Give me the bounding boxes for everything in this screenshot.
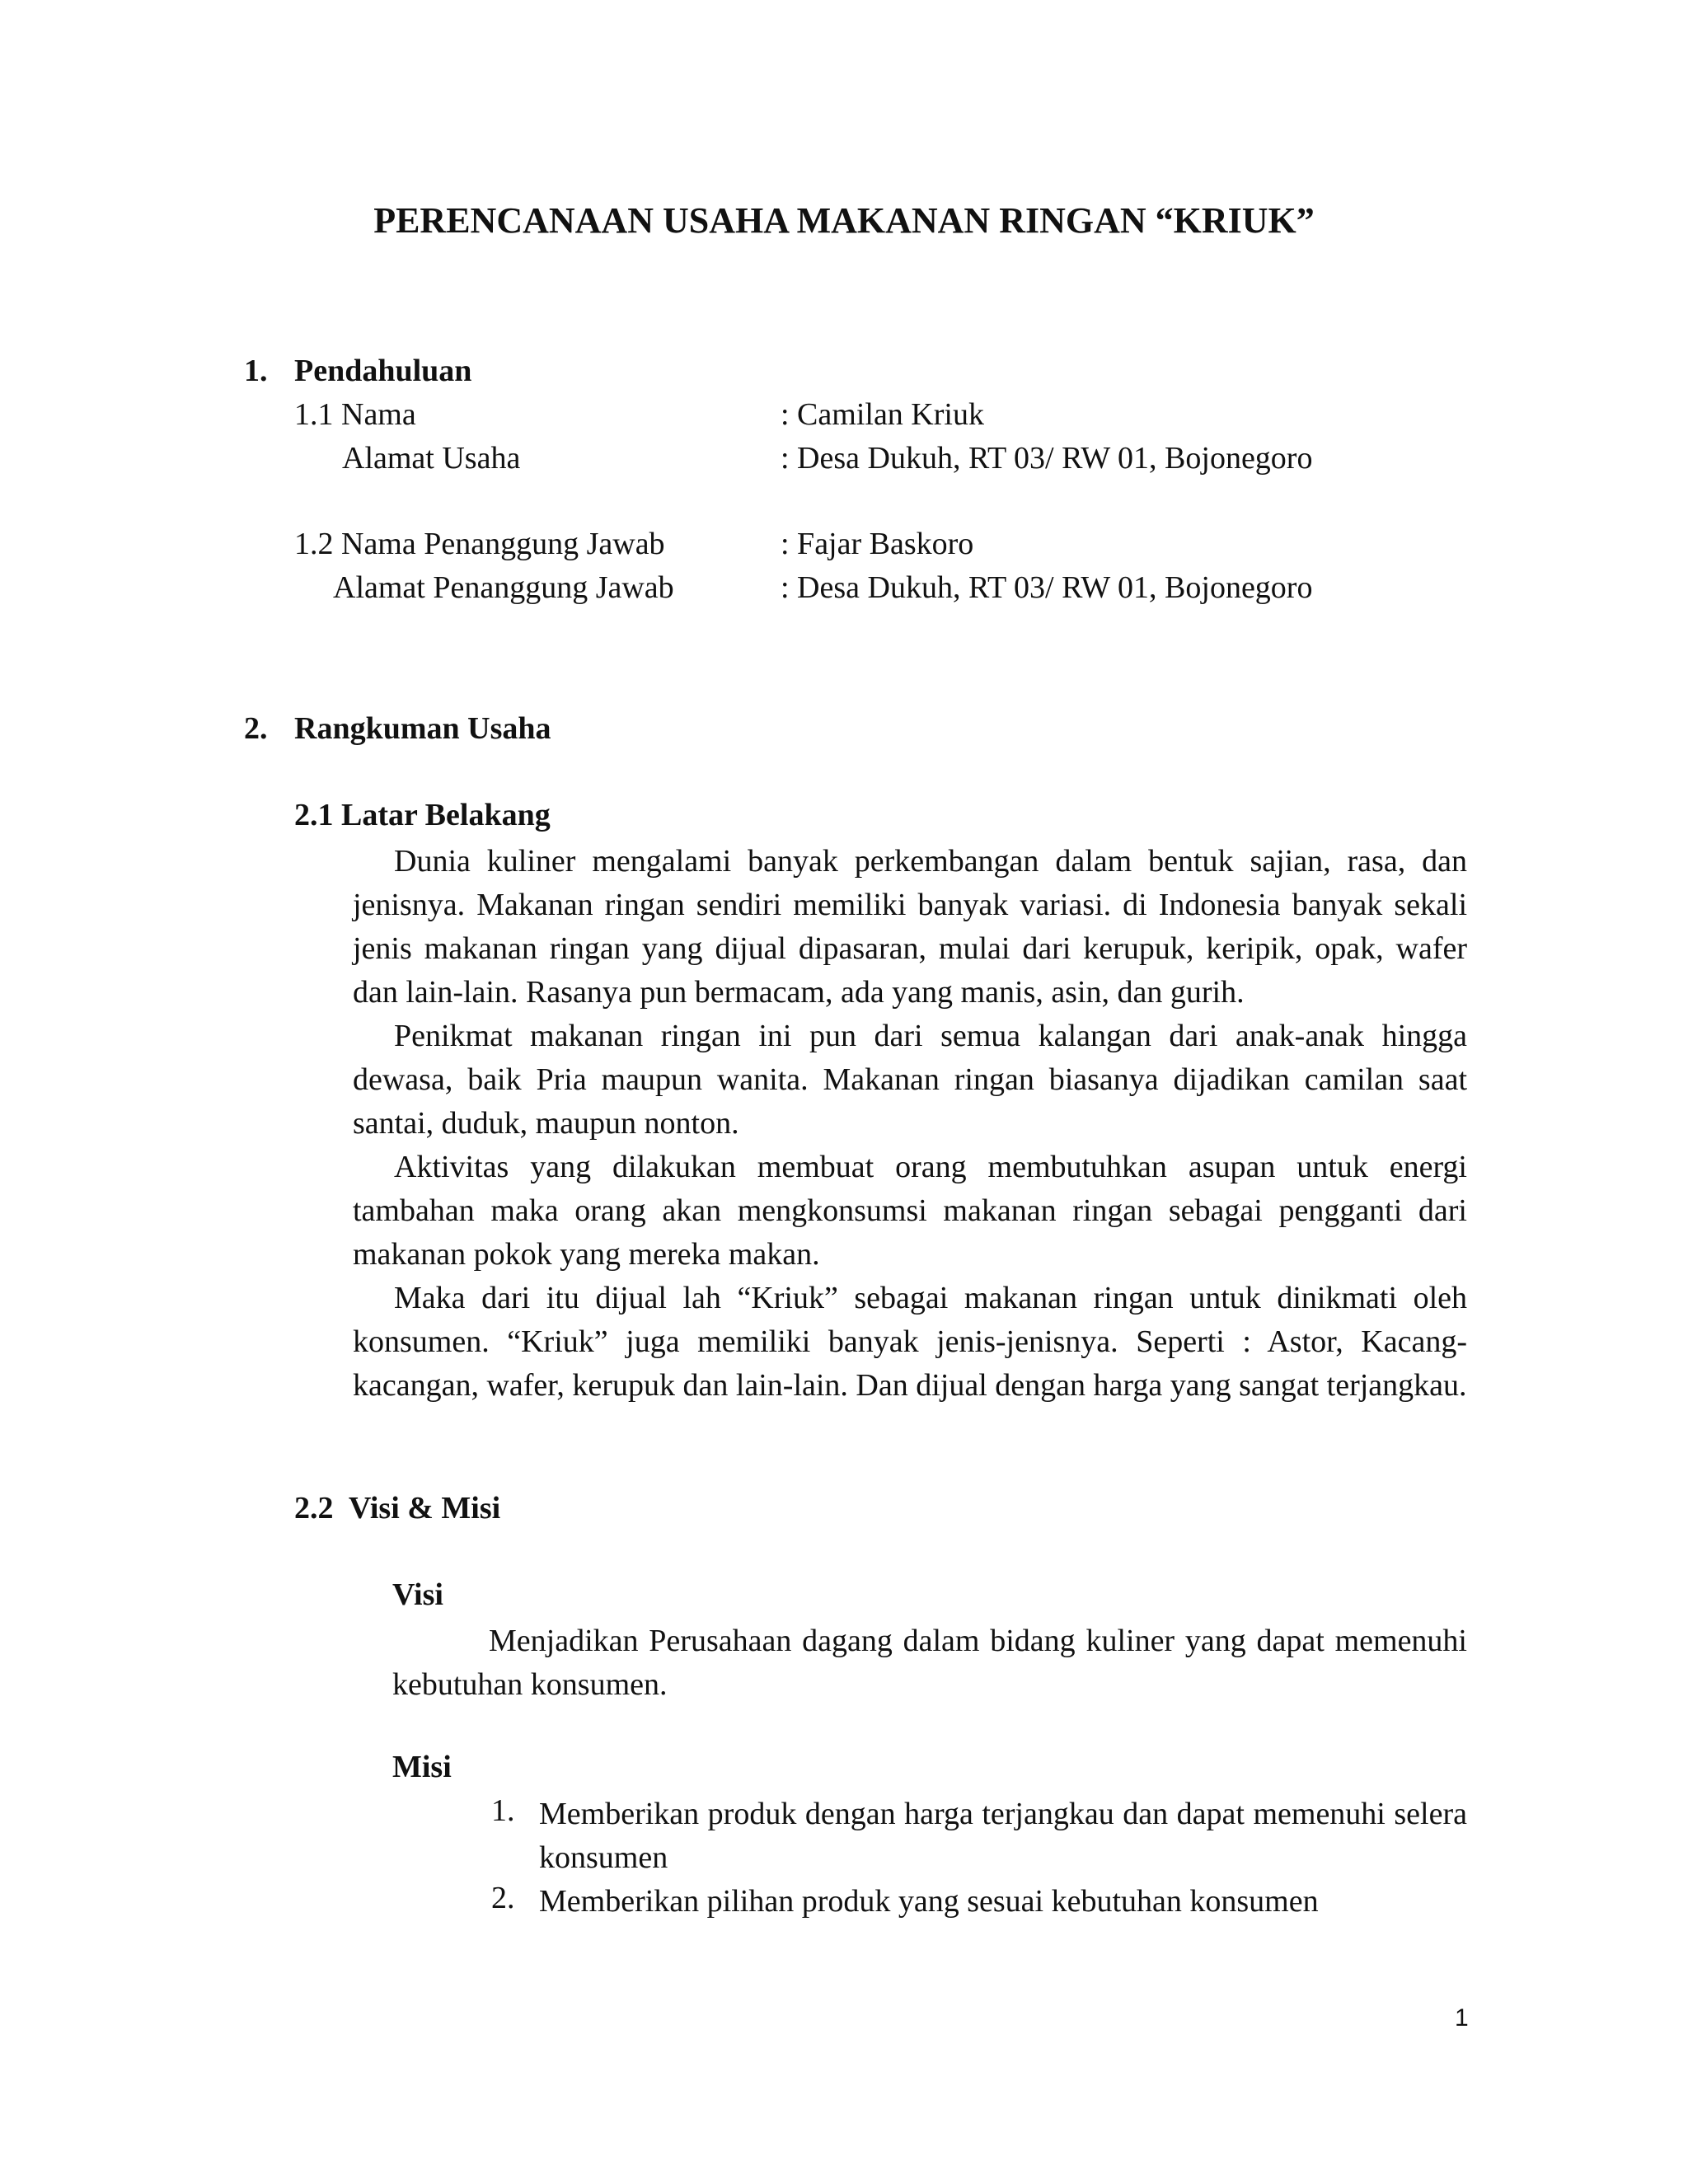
field-value-alamat-usaha: : Desa Dukuh, RT 03/ RW 01, Bojonegoro [781,441,1313,476]
section-1-number: 1. [244,354,268,388]
subsection-2-1-heading: 2.1 Latar Belakang [294,798,551,832]
field-value-alamat-penanggung-jawab: : Desa Dukuh, RT 03/ RW 01, Bojonegoro [781,570,1313,605]
field-label-penanggung-jawab: 1.2 Nama Penanggung Jawab [294,527,665,561]
field-label-alamat-penanggung-jawab: Alamat Penanggung Jawab [333,570,674,605]
paragraph: Maka dari itu dijual lah “Kriuk” sebagai makanan ringan untuk dinikmati oleh konsumen. “Kriuk” juga memiliki banyak jenis-jenisnya. Seperti : Astor, Kacang-kacangan, wafer, kerupuk dan lain-lain. Dan dijual dengan harga yang sangat terjangkau. [353,1281,1467,1403]
field-label-alamat-usaha: Alamat Usaha [342,441,521,476]
field-label-nama: 1.1 Nama [294,397,416,432]
document-title: PERENCANAAN USAHA MAKANAN RINGAN “KRIUK” [373,200,1315,241]
section-1-heading: Pendahuluan [294,354,472,388]
visi-heading: Visi [392,1577,443,1612]
subsection-2-2-heading: 2.2 Visi & Misi [294,1491,501,1526]
misi-item-text: Memberikan produk dengan harga terjangkau dan dapat memenuhi selera konsumen [539,1797,1467,1875]
section-2-heading: Rangkuman Usaha [294,711,551,746]
section-2-number: 2. [244,711,268,746]
field-value-nama: : Camilan Kriuk [781,397,984,432]
misi-item-number: 2. [491,1881,515,1915]
misi-item [539,1793,1467,1880]
field-value-penanggung-jawab: : Fajar Baskoro [781,527,974,561]
visi-text: Menjadikan Perusahaan dagang dalam bidang kuliner yang dapat memenuhi kebutuhan konsumen. [392,1624,1467,1702]
paragraph: Penikmat makanan ringan ini pun dari semua kalangan dari anak-anak hingga dewasa, baik Pria maupun wanita. Makanan ringan biasanya dijadikan camilan saat santai, duduk, maupun nonton. [353,1019,1467,1141]
latar-belakang-body [353,840,1467,1408]
misi-item-number: 1. [491,1793,515,1828]
paragraph: Aktivitas yang dilakukan membuat orang membutuhkan asupan untuk energi tambahan maka orang akan mengkonsumsi makanan ringan sebagai pengganti dari makanan pokok yang mereka makan. [353,1150,1467,1272]
misi-item [539,1880,1467,1924]
paragraph: Dunia kuliner mengalami banyak perkembangan dalam bentuk sajian, rasa, dan jenisnya. Makanan ringan sendiri memiliki banyak variasi. di Indonesia banyak sekali jenis makanan ringan yang dijual dipasaran, mulai dari kerupuk, keripik, opak, wafer dan lain-lain. Rasanya pun bermacam, ada yang manis, asin, dan gurih. [353,844,1467,1010]
visi-body [392,1619,1467,1707]
page-number: 1 [1455,2004,1469,2032]
misi-heading: Misi [392,1750,452,1784]
misi-item-text: Memberikan pilihan produk yang sesuai kebutuhan konsumen [539,1884,1319,1919]
